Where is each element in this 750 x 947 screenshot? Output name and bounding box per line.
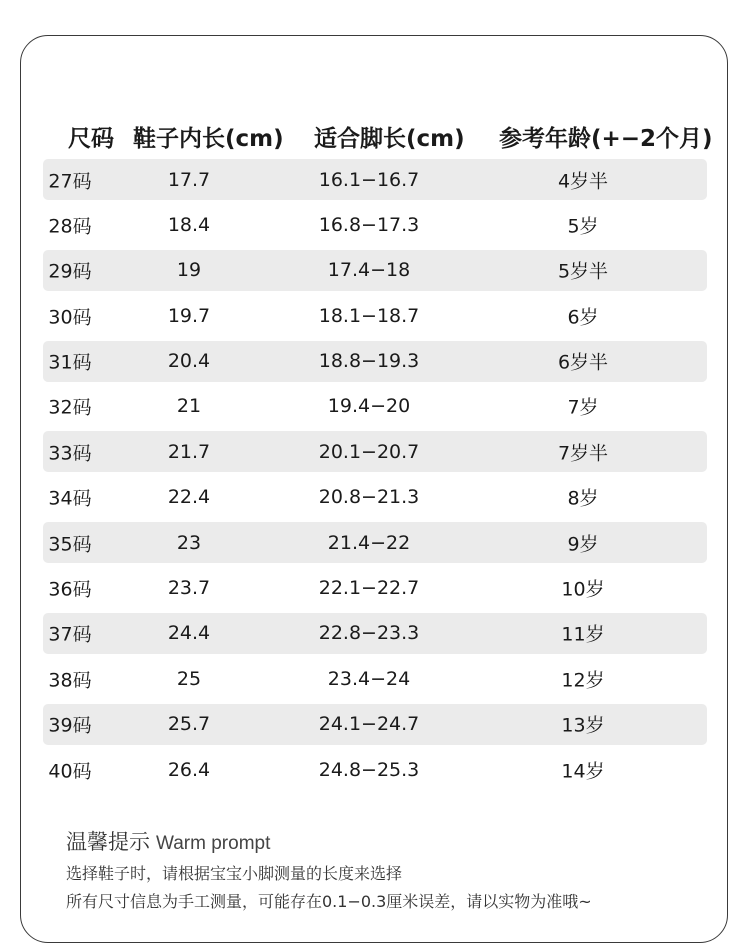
cell-foot-length: 18.8−19.3 — [318, 350, 420, 373]
cell-size: 31码 — [48, 351, 92, 374]
cell-foot-length: 22.1−22.7 — [318, 577, 420, 600]
header-inner-length: 鞋子内长(cm) — [133, 126, 284, 152]
cell-inner-length: 21 — [176, 395, 202, 418]
cell-foot-length: 22.8−23.3 — [318, 622, 420, 645]
table-row — [43, 341, 707, 382]
cell-age: 8岁 — [567, 487, 599, 510]
cell-age: 6岁半 — [557, 351, 609, 374]
cell-foot-length: 19.4−20 — [327, 395, 411, 418]
cell-age: 11岁 — [561, 623, 605, 646]
cell-inner-length: 19.7 — [167, 304, 211, 327]
cell-foot-length: 16.8−17.3 — [318, 213, 420, 236]
cell-size: 35码 — [48, 533, 92, 556]
warm-prompt-section — [66, 826, 706, 912]
cell-inner-length: 21.7 — [167, 440, 211, 463]
table-row — [43, 749, 707, 790]
cell-foot-length: 21.4−22 — [327, 531, 411, 554]
cell-age: 4岁半 — [557, 170, 609, 192]
cell-inner-length: 24.4 — [167, 622, 211, 645]
size-table-body — [43, 159, 707, 794]
cell-age: 7岁 — [567, 396, 599, 419]
table-row — [43, 704, 707, 745]
table-row — [43, 159, 707, 200]
cell-size: 39码 — [48, 714, 92, 737]
cell-foot-length: 24.8−25.3 — [318, 758, 420, 781]
cell-foot-length: 17.4−18 — [327, 259, 411, 282]
table-row — [43, 431, 707, 472]
cell-inner-length: 18.4 — [167, 213, 211, 236]
table-header — [21, 120, 727, 154]
cell-age: 6岁 — [567, 306, 599, 329]
cell-size: 40码 — [48, 760, 92, 783]
table-row — [43, 204, 707, 245]
cell-size: 37码 — [48, 623, 92, 646]
cell-inner-length: 26.4 — [167, 758, 211, 781]
cell-foot-length: 16.1−16.7 — [318, 168, 420, 191]
table-row — [43, 568, 707, 609]
cell-inner-length: 25 — [176, 667, 202, 690]
cell-age: 5岁 — [567, 215, 599, 238]
cell-age: 7岁半 — [557, 442, 609, 465]
cell-size: 30码 — [48, 306, 92, 329]
cell-size: 36码 — [48, 578, 92, 601]
cell-inner-length: 23.7 — [167, 577, 211, 600]
cell-size: 32码 — [48, 396, 92, 419]
cell-size: 34码 — [48, 487, 92, 510]
warm-prompt-title — [66, 826, 706, 856]
cell-inner-length: 25.7 — [167, 713, 211, 736]
table-row — [43, 658, 707, 699]
table-row — [43, 477, 707, 518]
cell-age: 9岁 — [567, 533, 599, 556]
table-row — [43, 386, 707, 427]
cell-inner-length: 17.7 — [167, 168, 211, 191]
header-size: 尺码 — [68, 126, 114, 152]
warm-prompt-title-cn: 温馨提示 — [66, 830, 150, 854]
cell-age: 10岁 — [561, 578, 605, 601]
cell-foot-length: 23.4−24 — [327, 667, 411, 690]
cell-inner-length: 20.4 — [167, 350, 211, 373]
header-age: 参考年龄(+−2个月) — [499, 126, 713, 152]
warm-prompt-line-1: 选择鞋子时，请根据宝宝小脚测量的长度来选择 — [66, 864, 403, 883]
cell-foot-length: 20.1−20.7 — [318, 440, 420, 463]
cell-size: 38码 — [48, 669, 92, 692]
cell-age: 14岁 — [561, 760, 605, 783]
cell-inner-length: 23 — [176, 531, 202, 554]
cell-size: 29码 — [48, 260, 92, 283]
cell-foot-length: 20.8−21.3 — [318, 486, 420, 509]
table-row — [43, 522, 707, 563]
cell-age: 5岁半 — [557, 260, 609, 283]
cell-age: 12岁 — [561, 669, 605, 692]
cell-size: 27码 — [48, 170, 92, 192]
cell-age: 13岁 — [561, 714, 605, 737]
cell-size: 28码 — [48, 215, 92, 238]
cell-foot-length: 18.1−18.7 — [318, 304, 420, 327]
cell-inner-length: 22.4 — [167, 486, 211, 509]
table-row — [43, 613, 707, 654]
table-row — [43, 295, 707, 336]
cell-foot-length: 24.1−24.7 — [318, 713, 420, 736]
cell-size: 33码 — [48, 442, 92, 465]
warm-prompt-line-2: 所有尺寸信息为手工测量，可能存在0.1−0.3厘米误差，请以实物为准哦~ — [66, 892, 592, 911]
header-foot-length: 适合脚长(cm) — [314, 126, 465, 152]
warm-prompt-title-en: Warm prompt — [156, 833, 271, 854]
cell-inner-length: 19 — [176, 259, 202, 282]
table-row — [43, 250, 707, 291]
